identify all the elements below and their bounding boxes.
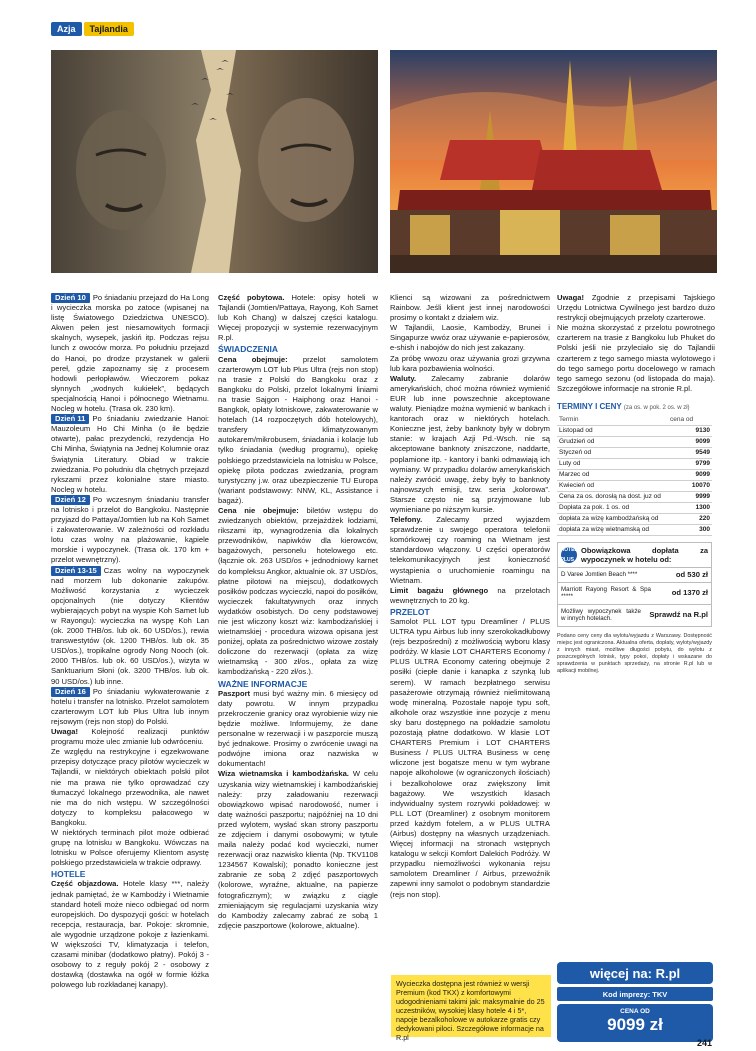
hotel-supplement-box	[557, 542, 712, 627]
day-text: Po śniadaniu zwiedzanie Hanoi: Mauzoleum Ho Chi Minha (o ile będzie otwarte), pałac prezydencki, rezydencja Ho Chi Minha, Świątynia na Jednej Kolumnie oraz Świątynia Literatury. Obiad w trakcie zwiedzania. Po południu dla chętnych przejazd rykszami przez kolonialne stare miasto. Nocleg w hotelu.	[51, 414, 209, 494]
col-term: Termin	[557, 415, 668, 426]
day-12	[51, 495, 209, 566]
paragraph-rainbow: Klienci są wizowani za pośrednictwem Rainbow. Jeśli klient jest innej narodowości prosimy o kontakt z działem wiz.	[390, 293, 550, 323]
heading-flight: PRZELOT	[390, 606, 430, 617]
extra-price-cell: 9999	[668, 492, 712, 503]
services-included-label: Cena obejmuje:	[218, 354, 288, 364]
table-row	[557, 470, 712, 481]
column-2	[218, 293, 378, 931]
table-row	[557, 503, 712, 514]
note-text: Kolejność realizacji punktów programu może ulec zmianie lub odwróceniu.	[51, 727, 209, 747]
phones-text: Zalecamy przed wyjazdem sprawdzenie u swojego operatora telefonii komórkowej czy roaming na Wietnam jest standardowo włączony. U części operatorów telekomunikacyjnych jest konieczność wystąpienia o uruchomienie roamingu na Wietnam.	[390, 515, 550, 585]
table-row	[557, 437, 712, 448]
hotel-price: od 1370 zł	[671, 588, 708, 598]
paragraph-flight: Samolot PLL LOT typu Dreamliner / PLUS ULTRA typu Airbus lub inny szerokokadłubowy (rejs bezpośredni) z możliwością wyboru klasy podróży. W klasie LOT CHARTERS Economy / PLUS ULTRA Economy catering obejmuje 2 posiłki (ciepłe danie i kanapka z szynką lub serem). W ramach bezpłatnego serwisu pasażerowie otrzymają również nielimitowaną wodę mineralną. Pozostałe napoje typu soft, alkohole oraz wszystkie inne pozycje z menu sky baru dostępnego na pokładzie samolotu pozostają płatne dodatkowo. W klasie LOT CHARTERS Premium i LOT CHARTERS Business / PLUS ULTRA Business w cenę wliczone jest bogatsze menu w tym wybrane napoje alkoholowe (w ograniczonych ilościach) i bezalkoholowe oraz zwiększony limit bagażowy. We wszystkich klasach indywidualny system rozrywki pokładowej: w PLL LOT (Dreamliner) z osobnym monitorem przed każdym fotelem, a w PLUS ULTRA (Airbus) dostępny na własnych urządzeniach. Więcej informacji na stronach wstępnych katalogu w sekcji Komfort Dalekich Podróży. W przypadku niemożliwości wykonania rejsu samolotem Dreamliner / Airbus, przewoźnik zapewni inny samolot o podobnym standardzie (rejs non stop).	[390, 617, 550, 899]
hotel-row[interactable]	[558, 583, 711, 605]
price-cell: 9130	[668, 426, 712, 437]
hotel-name: Możliwy wypoczynek także w innych hotelach.	[561, 607, 641, 623]
tag-region[interactable]: Azja	[51, 22, 82, 36]
column-3	[390, 293, 550, 969]
paragraph-restrictions: Ze względu na restrykcyjne i egzekwowane przepisy dotyczące pracy pilotów wycieczek w Tajlandii, w niektórych obiektach polski pilot nie ma prawa nie tylko oprowadzać czy tłumaczyć lokalnego przewodnika, ale nawet nie ma do nich wstępu. W szczególności dotyczy to kompleksu pałacowego w Bangkoku.	[51, 747, 209, 827]
day-11	[51, 414, 209, 495]
day-text: Po śniadaniu przejazd do Ha Long i wycieczka morska po zatoce (wpisanej na listę Światowego Dziedzictwa UNESCO). Akwen pełen jest niesamowitych formacji skalnych, wysepek, jaskiń itp. Podczas rejsu lunch z owoców morza. Po południu przejazd do Hanoi, po drodze przystanek w galerii pereł, gdzie zapoznamy się z procesem hodowli perłopławów. Wieczorem pokaz słynnych „wodnych kukiełek”, będących specjalnością Hanoi i północnego Wietnamu. Nocleg w hotelu. (Trasa ok. 230 km).	[51, 293, 209, 414]
table-header	[557, 415, 712, 426]
day-badge: Dzień 10	[51, 293, 90, 303]
paragraph-return: Nie można skorzystać z przelotu powrotnego czarterem na trasie z Bangkoku lub Phuket do Polski jeśli nie przyleciało się do Tajlandii czarterem z tego samego miasta wylotowego i do tego samego portu docelowego w ramach tego samego sezonu (od listopada do maja). Szczegółowe informacje na stronie R.pl.	[557, 323, 715, 393]
column-1	[51, 293, 209, 990]
currency-text: Zalecamy zabranie dolarów amerykańskich, choć można również wymienić EUR lub inne powszechnie akceptowane waluty. Pieniądze można wymienić w bankach i kantorach oraz w niektórych hotelach. Konieczne jest, żeby banknoty były w dobrym stanie: w krajach Azji Pd.-Wsch. nie są akceptowane banknoty zniszczone, naddarte, poplamione itp. - kantory i banki odmawiają ich wymiany. W przypadku dolarów amerykańskich należy zwrócić uwagę, żeby były to banknoty najnowszych emisji, tzw. seria „kolorowa”. Starsze często nie są przyjmowane lub wymieniane po niższym kursie.	[390, 373, 550, 514]
day-text: Po wczesnym śniadaniu transfer na lotnisko i przelot do Bangkoku. Następnie przyjazd do Pattaya/Jomtien lub na Koh Samet i zakwaterowanie. W zależności od rozkładu lotu czas wolny na plażowanie, kąpiele morskie i wypoczynek. (Trasa ok. 170 km + przelot wewnętrzny).	[51, 494, 209, 565]
passport-label: Paszport	[218, 688, 251, 698]
extra-cell: dopłata za wizę wietnamską od	[557, 525, 668, 536]
terms-subtitle: (za os. w pok. 2 os. w zł)	[623, 404, 690, 411]
services-included	[218, 355, 378, 506]
phones-label: Telefony.	[390, 515, 423, 525]
table-row	[557, 525, 712, 536]
baggage-label: Limit bagażu głównego	[390, 585, 489, 595]
hotel-plus-icon: HOTEL PLUS	[560, 546, 578, 564]
heading-important: WAŻNE INFORMACJE	[218, 678, 308, 689]
hotel-row[interactable]	[558, 568, 711, 583]
passport-text: musi być ważny min. 6 miesięcy od daty powrotu. W innym przypadku przekroczenie granicy oraz wyrobienie wizy nie będzie możliwe. Informujemy, że dane personalne w rezerwacji i w paszporcie muszą być jednakowe. Prosimy o zwrócenie uwagi na podwójne imiona oraz nazwiska w dokumentach!	[218, 688, 378, 769]
hotel-price: Sprawdź na R.pl	[649, 610, 708, 620]
term-cell: Styczeń od	[557, 448, 668, 459]
note-label: Uwaga!	[51, 727, 79, 737]
photo-bayon-temple	[51, 50, 378, 273]
term-cell: Luty od	[557, 459, 668, 470]
extra-price-cell: 220	[668, 514, 712, 525]
price-cell: 9549	[668, 448, 712, 459]
price-cell: 9799	[668, 459, 712, 470]
price-label: CENA OD	[620, 1008, 650, 1015]
visa-label: Wiza wietnamska i kambodżańska.	[218, 769, 349, 779]
extra-cell: dopłata za wizę kambodżańską od	[557, 514, 668, 525]
services-excluded-text: biletów wstępu do zwiedzanych obiektów, przejażdżek łodziami, rikszami itp, wynagrodzenia dla lokalnych przewodników, napiwków dla kierowców, bagażowych, personelu hotelowego etc. (łącznie ok. 263 USD/os + jednodniowy karnet do kompleksu Angkor, aktualnie ok. 37 USD/os, płatne pilotowi na miejscu), dodatkowych posiłków podczas wycieczki, napoi do posiłków, wycieczek fakultatywnych oraz innych wydatków osobistych. Do ceny podstawowej nie jest wliczony koszt wiz: kambodżańskiej i wietnamskiej - procedura wizowa opisana jest poniżej, opłata za pośrednictwo wizowe zostały doliczone do rezerwacji (opłata za wizę wietnamską - 300 zł/os., opłata za wizę kambodżańską - 220 zł/os.).	[218, 505, 378, 677]
visa-text: W celu uzyskania wizy wietnamskiej i kambodżańskiej należy: przy załadowaniu rezerwacji obowiązkowo wpisać narodowość, numer i datę ważności paszportu; najpóźniej na 10 dni przed wylotem, wysłać skan strony paszportu ze zdjęciem i danymi osobowymi; w tytule maila należy podać kod wycieczki, numer rezerwacji oraz nazwisko klienta (Np. TKV1108 1234567 Kowalski); ponadto konieczne jest zabranie ze sobą 2 zdjęć paszportowych (kolorowe, wyraźne, aktualne, na papierze fotograficznym); w związku z ciągle zmieniającym się regulacjami uzyskania wizy do Kambodży zalecamy zabrać ze sobą 1 zdjęcie paszportowe (kolorowe, aktualne).	[218, 769, 378, 930]
phones-info	[390, 515, 550, 586]
terms-table	[557, 415, 712, 536]
day-badge: Dzień 11	[51, 414, 89, 424]
heading-services: ŚWIADCZENIA	[218, 344, 278, 355]
more-info-button[interactable]: więcej na: R.pl	[557, 962, 713, 984]
term-cell: Listopad od	[557, 426, 668, 437]
price-value: 9099 zł	[607, 1015, 663, 1034]
terms-section	[557, 402, 715, 536]
price-note: Podano ceny ceny dla wylotu/wyjazdu z Warszawy. Dostępność miejsc jest ograniczona. Aktualna oferta, dopłaty, wyloty/wyjazdy z innych miast, możliwe długości pobytu, do wylotu z poszczególnych lotnisk, typy pokoi, dopłaty i wskazane do sprawdzenia w punktach sprzedaży, na stronie R.pl lub w aplikacji mobilnej.	[557, 632, 712, 674]
hotel-name: Marriott Rayong Resort & Spa *****	[561, 585, 651, 601]
services-excluded	[218, 506, 378, 678]
day-text: Po śniadaniu wykwaterowanie z hotelu i transfer na lotnisko. Przelot samolotem czarterowym LOT lub Plus Ultra lub innym rejsowym (rejs non stop) do Polski.	[51, 686, 209, 726]
paragraph-fine: Za próbę wwozu oraz używania grozi grzywna lub kara pozbawienia wolności.	[390, 353, 550, 373]
hotel-name: D Varee Jomtien Beach ****	[561, 571, 638, 579]
breadcrumb	[51, 22, 134, 36]
table-row	[557, 514, 712, 525]
services-excluded-label: Cena nie obejmuje:	[218, 505, 299, 515]
term-cell: Kwiecień od	[557, 481, 668, 492]
day-badge: Dzień 16	[51, 687, 90, 697]
paragraph-ecig: W Tajlandii, Laosie, Kambodży, Brunei i Singapurze wwóz oraz używanie e-papierosów, e-shish i nabojów do nich jest zakazany.	[390, 323, 550, 353]
note-order	[51, 727, 209, 747]
table-row	[557, 481, 712, 492]
hotel-box-header	[558, 543, 711, 568]
table-row	[557, 459, 712, 470]
terms-title	[557, 402, 715, 413]
column-4	[557, 293, 715, 953]
price-box	[557, 1004, 713, 1042]
extra-price-cell: 300	[668, 525, 712, 536]
col-price: cena od	[668, 415, 712, 426]
hotels-tour	[51, 879, 209, 990]
paragraph-pilot: W niektórych terminach pilot może odbierać grupę na lotnisku w Bangkoku. Wówczas na lotnisku w Polsce oferujemy Klientom asystę polskiego przedstawiciela w trakcie odprawy.	[51, 827, 209, 868]
day-text: Czas wolny na wypoczynek nad morzem lub dokonanie zakupów. Możliwość korzystania z wycieczek opcjonalnych (nie dotyczy Klientów wybierających pobyt na wyspie Koh Samet lub w Rayongu): wycieczka na wyspę Koh Lan (ok. 2000 THB/os. lub ok. 60 USD/os.), rewia transwestytów (ok. 1200 THB/os. lub ok. 35 USD/os.), tropikalne ogrody Nong Nooch (ok. 2000 THB/os. lub ok. 60 USD/os.), wizyta w Sanktuarium Słoni (ok. 3200 THB/os. lub ok. 90 USD/os.) lub inne.	[51, 565, 209, 686]
hotels-stay	[218, 293, 378, 343]
photo-grand-palace	[390, 50, 717, 273]
hotel-row[interactable]	[558, 605, 711, 626]
extra-cell: Dopłata za pok. 1 os. od	[557, 503, 668, 514]
premium-promo-box: Wycieczka dostępna jest również w wersji Premium (kod TKX) z komfortowymi udogodnieniami takimi jak: maksymalnie do 25 uczestników, wysokiej klasy hotele 4 i 5*, napoje bezalkoholowe w autokarze gratis czy dedykowani piloci. Szczegółowe informacje na R.pl	[391, 975, 551, 1037]
hotel-price: od 530 zł	[675, 570, 708, 580]
currency-info	[390, 374, 550, 515]
day-13-15	[51, 566, 209, 687]
day-badge: Dzień 13-15	[51, 566, 101, 576]
services-included-text: przelot samolotem czarterowym LOT lub Plus Ultra (rejs non stop) na trasie z Polski do Bangkoku oraz z Bangkoku do Polski, przelot lokalnymi liniami na trasie Sajgon - Haiphong oraz Hanoi - Bangkok, opłaty lotniskowe, zakwaterowanie w hotelach (14 rozpoczętych dób hotelowych), transfery klimatyzowanym autokarem/mikrobusem, śniadania i kolacje lub tylko śniadania (według programu), opiekę polskiego przedstawiciela na lotnisku w Polsce, opiekę pilota podczas zwiedzania, program turystyczny j.w. oraz ubezpieczenie TU Europa (wariant podstawowy: NNW, KL, Assistance i bagaż).	[218, 354, 378, 505]
table-row	[557, 426, 712, 437]
passport-info	[218, 689, 378, 770]
hotels-stay-label: Część pobytowa.	[218, 293, 285, 302]
note-charter-text: Zgodnie z przepisami Tajskiego Urzędu Lotnictwa Cywilnego jest bardzo dużo restrykcji obejmujących przeloty czarterowe.	[557, 293, 715, 323]
day-16	[51, 687, 209, 727]
hotels-stay-text: Hotele: opisy hoteli w Tajlandii (Jomtien/Pattaya, Rayong, Koh Samet lub Koh Chang) w dalszej części katalogu. Więcej propozycji w systemie rezerwacyjnym R.pl.	[218, 293, 378, 343]
day-10	[51, 293, 209, 414]
note-charter-label: Uwaga!	[557, 293, 585, 302]
term-cell: Marzec od	[557, 470, 668, 481]
table-row	[557, 448, 712, 459]
price-cell: 9099	[668, 470, 712, 481]
hotels-tour-label: Część objazdowa.	[51, 879, 119, 889]
heading-hotels: HOTELE	[51, 869, 86, 880]
tour-code: Kod imprezy: TKV	[557, 987, 713, 1001]
baggage-text: na przelotach wewnętrznych to 20 kg.	[390, 585, 550, 605]
term-cell: Grudzień od	[557, 437, 668, 448]
note-charter	[557, 293, 715, 323]
hotel-box-title: Obowiązkowa dopłata za wypoczynek w hotelu od:	[581, 546, 708, 565]
hotels-tour-text: Hotele klasy ***, należy jednak pamiętać, że w Kambodży i Wietnamie standard hoteli może nieco odbiegać od norm europejskich. Do dyspozycji gości: w hotelach recepcja, restauracja, bar. Pokoje: skromnie, ale wygodnie urządzone pokoje z łazienkami. W większości TV, klimatyzacja i telefon, czasami minibar (dodatkowo płatny). Pokój 3 - osobowy to z reguły pokój 2 - osobowy z dostawką (dostawka na ogół w formie łóżka polowego lub rozkładanej kanapy).	[51, 879, 209, 990]
baggage-info	[390, 586, 550, 606]
table-row	[557, 492, 712, 503]
page-number: 241	[697, 1038, 713, 1048]
price-cell: 9099	[668, 437, 712, 448]
price-cell: 10070	[668, 481, 712, 492]
extra-cell: Cena za os. dorosłą na dost. juz od	[557, 492, 668, 503]
tag-country[interactable]: Tajlandia	[84, 22, 134, 36]
currency-label: Waluty.	[390, 373, 417, 383]
day-badge: Dzień 12	[51, 495, 90, 505]
extra-price-cell: 1300	[668, 503, 712, 514]
visa-info	[218, 769, 378, 931]
terms-title-text: TERMINY I CENY	[557, 401, 622, 411]
